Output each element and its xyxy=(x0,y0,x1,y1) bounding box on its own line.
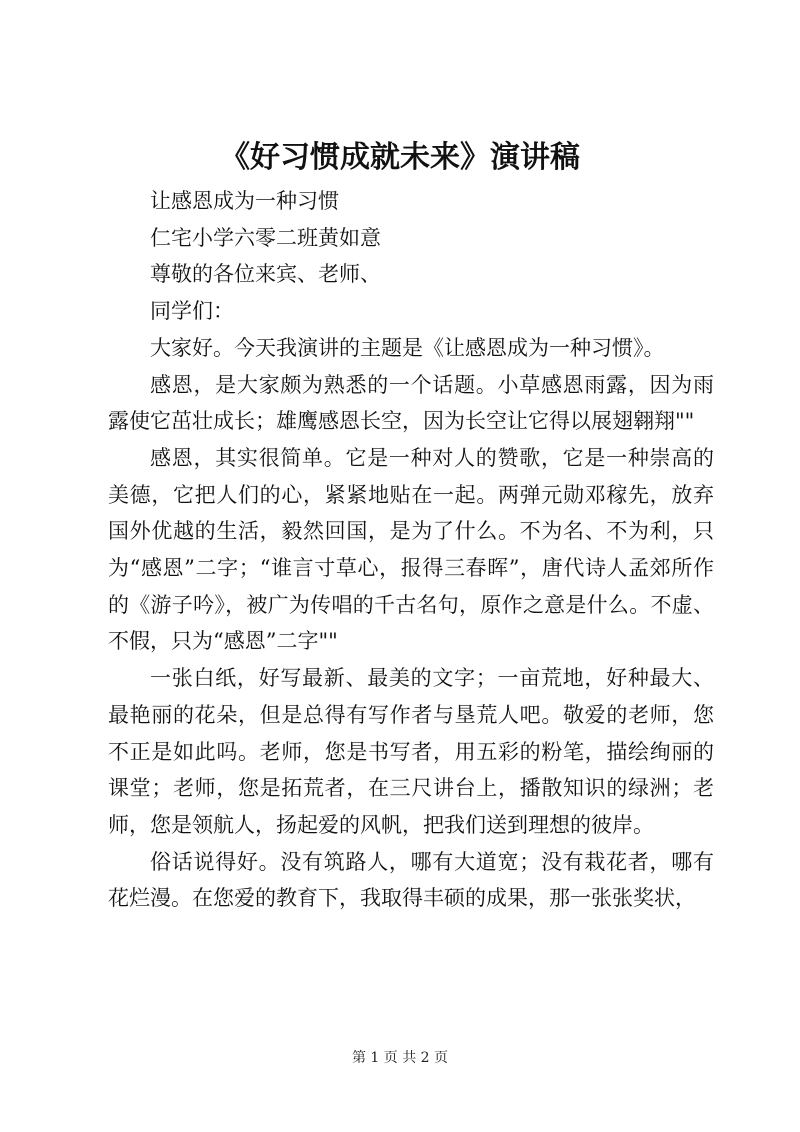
paragraph: 感恩，其实很简单。它是一种对人的赞歌，它是一种崇高的美德，它把人们的心，紧紧地贴在一起。两弹元勋邓稼先，放弃国外优越的生活，毅然回国，是为了什么。不为名、不为利，只为“感恩”二字；“谁言寸草心，报得三春晖”，唐代诗人孟郊所作的《游子吟》，被广为传唱的千古名句，原作之意是什么。不虚、不假，只为“感恩”二字"" xyxy=(108,445,714,654)
salutation-line: 同学们： xyxy=(150,299,234,324)
document-title: 《好习惯成就未来》演讲稿 xyxy=(220,140,580,175)
salutation-line: 尊敬的各位来宾、老师、 xyxy=(150,262,381,287)
speech-subtitle: 让感恩成为一种习惯 xyxy=(150,189,339,213)
paragraph: 感恩，是大家颇为熟悉的一个话题。小草感恩雨露，因为雨露使它茁壮成长；雄鹰感恩长空，因为长空让它得以展翅翱翔"" xyxy=(108,372,714,434)
page-number-footer: 第 1 页 共 2 页 xyxy=(351,1050,449,1066)
paragraph: 俗话说得好。没有筑路人，哪有大道宽；没有栽花者，哪有花烂漫。在您爱的教育下，我取得丰硕的成果，那一张张奖状， xyxy=(108,849,714,911)
speaker-line: 仁宅小学六零二班黄如意 xyxy=(150,225,381,250)
paragraph: 一张白纸，好写最新、最美的文字；一亩荒地，好种最大、最艳丽的花朵，但是总得有写作者与垦荒人吧。敬爱的老师，您不正是如此吗。老师，您是书写者，用五彩的粉笔，描绘绚丽的课堂；老师，您是拓荒者，在三尺讲台上，播散知识的绿洲；老师，您是领航人，扬起爱的风帆，把我们送到理想的彼岸。 xyxy=(108,666,714,837)
paragraph: 大家好。今天我演讲的主题是《让感恩成为一种习惯》。 xyxy=(150,335,665,360)
document-body xyxy=(108,183,714,917)
